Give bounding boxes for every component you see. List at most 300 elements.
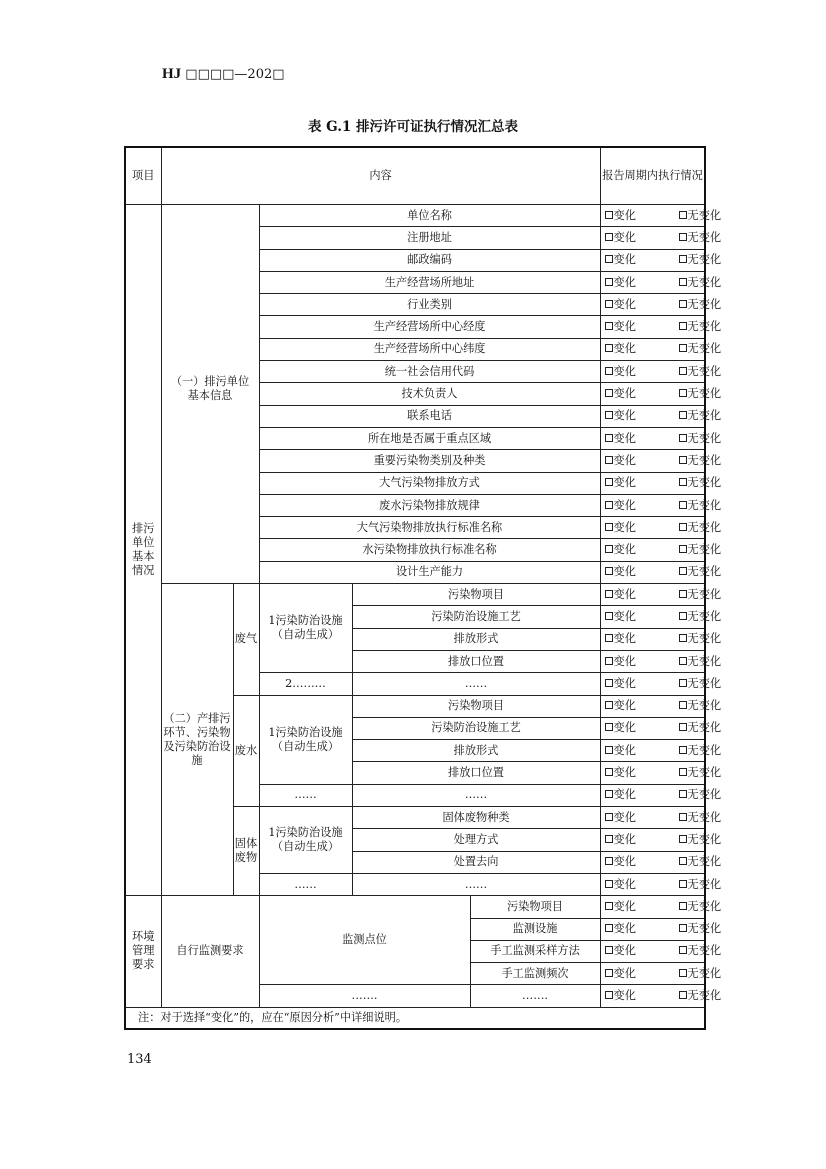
execution-options <box>600 383 722 405</box>
option-unchanged[interactable] <box>679 855 722 868</box>
checkbox-icon[interactable] <box>605 902 613 910</box>
field-name: 单位名称 <box>259 205 600 227</box>
option-changed[interactable] <box>605 699 679 713</box>
checkbox-icon[interactable] <box>679 545 687 553</box>
checkbox-icon[interactable] <box>605 768 613 776</box>
field-name: 手工监测采样方法 <box>470 940 600 962</box>
field-name: 固体废物种类 <box>352 807 600 829</box>
field-name: 污染物项目 <box>352 695 600 717</box>
option-unchanged-label: 无变化 <box>687 944 722 958</box>
table-row <box>125 147 705 205</box>
execution-options <box>600 584 722 606</box>
option-unchanged[interactable] <box>679 543 722 556</box>
option-changed[interactable] <box>605 721 679 735</box>
more-facilities-gas: 2……… <box>259 673 352 695</box>
field-name: 生产经营场所地址 <box>259 271 600 293</box>
field-name: 处理方式 <box>352 829 600 851</box>
option-unchanged[interactable] <box>679 253 722 266</box>
checkbox-icon[interactable] <box>679 835 687 843</box>
checkbox-icon[interactable] <box>605 322 613 330</box>
option-changed-label: 变化 <box>613 297 636 311</box>
checkbox-icon[interactable] <box>605 434 613 442</box>
option-unchanged-label: 无变化 <box>687 632 722 646</box>
checkbox-icon[interactable] <box>679 946 687 954</box>
field-name: 技术负责人 <box>259 383 600 405</box>
checkbox-icon[interactable] <box>605 813 613 821</box>
more-facilities-water: …… <box>259 784 352 806</box>
execution-options <box>600 695 722 717</box>
option-changed-label: 变化 <box>613 788 636 802</box>
option-unchanged-label: 无变化 <box>687 543 722 557</box>
checkbox-icon[interactable] <box>679 969 687 977</box>
option-changed[interactable] <box>605 543 679 557</box>
table-row <box>125 896 705 918</box>
option-changed[interactable] <box>605 298 679 312</box>
field-name: 手工监测频次 <box>470 963 600 985</box>
option-unchanged-label: 无变化 <box>687 342 722 356</box>
option-unchanged-label: 无变化 <box>687 899 722 913</box>
option-unchanged-label: 无变化 <box>687 431 722 445</box>
checkbox-icon[interactable] <box>679 367 687 375</box>
field-name: 邮政编码 <box>259 249 600 271</box>
checkbox-icon[interactable] <box>679 456 687 464</box>
checkbox-icon[interactable] <box>605 300 613 308</box>
checkbox-icon[interactable] <box>605 567 613 575</box>
option-unchanged[interactable] <box>679 298 722 311</box>
option-changed[interactable] <box>605 231 679 245</box>
checkbox-icon[interactable] <box>605 657 613 665</box>
field-name: 污染物项目 <box>470 896 600 918</box>
option-unchanged-label: 无变化 <box>687 676 722 690</box>
option-unchanged[interactable] <box>679 744 722 757</box>
section-label-env-management: 环境管理要求 <box>125 896 161 1007</box>
option-unchanged[interactable] <box>679 231 722 244</box>
option-unchanged[interactable] <box>679 811 722 824</box>
field-name: 废水污染物排放规律 <box>259 494 600 516</box>
checkbox-icon[interactable] <box>679 857 687 865</box>
field-name: 大气污染物排放执行标准名称 <box>259 517 600 539</box>
option-changed[interactable] <box>605 365 679 379</box>
checkbox-icon[interactable] <box>679 501 687 509</box>
option-changed[interactable] <box>605 788 679 802</box>
option-unchanged[interactable] <box>679 521 722 534</box>
option-changed-label: 变化 <box>613 966 636 980</box>
option-changed[interactable] <box>605 253 679 267</box>
more-monitoring-items: ……. <box>470 985 600 1007</box>
option-unchanged-label: 无变化 <box>687 609 722 623</box>
checkbox-icon[interactable] <box>605 835 613 843</box>
option-unchanged[interactable] <box>679 900 722 913</box>
checkbox-icon[interactable] <box>605 969 613 977</box>
checkbox-icon[interactable] <box>679 211 687 219</box>
option-changed[interactable] <box>605 632 679 646</box>
option-unchanged[interactable] <box>679 365 722 378</box>
page-number: 134 <box>127 1052 152 1067</box>
option-unchanged-label: 无变化 <box>687 565 722 579</box>
execution-options <box>600 851 722 873</box>
execution-options <box>600 517 722 539</box>
checkbox-icon[interactable] <box>679 991 687 999</box>
option-unchanged-label: 无变化 <box>687 453 722 467</box>
option-unchanged-label: 无变化 <box>687 476 722 490</box>
field-name: 行业类别 <box>259 294 600 316</box>
option-unchanged-label: 无变化 <box>687 320 722 334</box>
checkbox-icon[interactable] <box>679 924 687 932</box>
checkbox-icon[interactable] <box>605 344 613 352</box>
option-changed-label: 变化 <box>613 364 636 378</box>
execution-options <box>600 427 722 449</box>
option-changed[interactable] <box>605 655 679 669</box>
option-changed-label: 变化 <box>613 275 636 289</box>
option-changed[interactable] <box>605 342 679 356</box>
checkbox-icon[interactable] <box>679 723 687 731</box>
execution-options <box>600 985 722 1007</box>
checkbox-icon[interactable] <box>605 389 613 397</box>
option-changed[interactable] <box>605 209 679 223</box>
checkbox-icon[interactable] <box>679 679 687 687</box>
option-changed[interactable] <box>605 989 679 1003</box>
option-changed[interactable] <box>605 744 679 758</box>
column-header-item: 项目 <box>125 147 161 205</box>
option-unchanged[interactable] <box>679 409 722 422</box>
checkbox-icon[interactable] <box>679 434 687 442</box>
checkbox-icon[interactable] <box>679 478 687 486</box>
option-changed-label: 变化 <box>613 676 636 690</box>
option-changed-label: 变化 <box>613 498 636 512</box>
field-name: 重要污染物类别及种类 <box>259 450 600 472</box>
checkbox-icon[interactable] <box>679 634 687 642</box>
execution-options <box>600 450 722 472</box>
option-changed[interactable] <box>605 320 679 334</box>
checkbox-icon[interactable] <box>605 211 613 219</box>
option-unchanged-label: 无变化 <box>687 699 722 713</box>
option-unchanged-label: 无变化 <box>687 498 722 512</box>
checkbox-icon[interactable] <box>605 456 613 464</box>
option-unchanged-label: 无变化 <box>687 810 722 824</box>
checkbox-icon[interactable] <box>605 545 613 553</box>
facility-label-gas: 1污染防治设施（自动生成） <box>259 584 352 673</box>
option-changed-label: 变化 <box>613 253 636 267</box>
option-unchanged-label: 无变化 <box>687 788 722 802</box>
checkbox-icon[interactable] <box>679 255 687 263</box>
option-changed-label: 变化 <box>613 431 636 445</box>
checkbox-icon[interactable] <box>679 590 687 598</box>
option-unchanged[interactable] <box>679 387 722 400</box>
option-unchanged[interactable] <box>679 432 722 445</box>
more-monitoring-points: ……. <box>259 985 470 1007</box>
option-unchanged[interactable] <box>679 989 722 1002</box>
execution-options <box>600 316 722 338</box>
option-unchanged-label: 无变化 <box>687 855 722 869</box>
field-name: 排放形式 <box>352 628 600 650</box>
checkbox-icon[interactable] <box>605 679 613 687</box>
option-changed-label: 变化 <box>613 699 636 713</box>
option-changed-label: 变化 <box>613 766 636 780</box>
option-changed-label: 变化 <box>613 721 636 735</box>
option-changed-label: 变化 <box>613 877 636 891</box>
checkbox-icon[interactable] <box>605 946 613 954</box>
option-changed[interactable] <box>605 432 679 446</box>
option-changed[interactable] <box>605 499 679 513</box>
option-unchanged-label: 无变化 <box>687 966 722 980</box>
option-changed-label: 变化 <box>613 520 636 534</box>
option-changed[interactable] <box>605 276 679 290</box>
more-items-gas: …… <box>352 673 600 695</box>
option-changed-label: 变化 <box>613 409 636 423</box>
execution-options <box>600 807 722 829</box>
option-changed[interactable] <box>605 454 679 468</box>
checkbox-icon[interactable] <box>605 612 613 620</box>
execution-options <box>600 762 722 784</box>
option-changed-label: 变化 <box>613 922 636 936</box>
option-changed[interactable] <box>605 610 679 624</box>
option-changed[interactable] <box>605 900 679 914</box>
execution-options <box>600 249 722 271</box>
option-changed[interactable] <box>605 944 679 958</box>
option-unchanged-label: 无变化 <box>687 364 722 378</box>
table-row <box>125 205 705 227</box>
option-changed-label: 变化 <box>613 320 636 334</box>
checkbox-icon[interactable] <box>605 880 613 888</box>
execution-options <box>600 294 722 316</box>
category-label-solid: 固体废物 <box>233 807 259 896</box>
option-unchanged[interactable] <box>679 342 722 355</box>
option-unchanged[interactable] <box>679 833 722 846</box>
option-unchanged-label: 无变化 <box>687 409 722 423</box>
checkbox-icon[interactable] <box>605 924 613 932</box>
option-changed-label: 变化 <box>613 208 636 222</box>
option-changed-label: 变化 <box>613 609 636 623</box>
execution-options <box>600 784 722 806</box>
table-note: 注：对于选择“变化”的，应在“原因分析”中详细说明。 <box>125 1007 705 1029</box>
execution-options <box>600 227 722 249</box>
execution-options <box>600 606 722 628</box>
option-unchanged[interactable] <box>679 655 722 668</box>
option-unchanged-label: 无变化 <box>687 721 722 735</box>
option-changed[interactable] <box>605 677 679 691</box>
checkbox-icon[interactable] <box>605 790 613 798</box>
checkbox-icon[interactable] <box>605 723 613 731</box>
option-changed-label: 变化 <box>613 387 636 401</box>
execution-options <box>600 405 722 427</box>
execution-options <box>600 472 722 494</box>
option-changed-label: 变化 <box>613 587 636 601</box>
field-name: 大气污染物排放方式 <box>259 472 600 494</box>
option-changed[interactable] <box>605 521 679 535</box>
option-unchanged-label: 无变化 <box>687 587 722 601</box>
more-items-solid: …… <box>352 873 600 895</box>
column-header-execution: 报告周期内执行情况 <box>600 147 705 205</box>
checkbox-icon[interactable] <box>605 991 613 999</box>
execution-options <box>600 963 722 985</box>
field-name: 联系电话 <box>259 405 600 427</box>
option-unchanged[interactable] <box>679 320 722 333</box>
checkbox-icon[interactable] <box>605 746 613 754</box>
execution-options <box>600 918 722 940</box>
option-changed[interactable] <box>605 833 679 847</box>
option-unchanged[interactable] <box>679 610 722 623</box>
checkbox-icon[interactable] <box>679 657 687 665</box>
checkbox-icon[interactable] <box>605 278 613 286</box>
checkbox-icon[interactable] <box>679 880 687 888</box>
checkbox-icon[interactable] <box>679 411 687 419</box>
execution-options <box>600 561 722 583</box>
option-changed[interactable] <box>605 878 679 892</box>
option-changed-label: 变化 <box>613 565 636 579</box>
checkbox-icon[interactable] <box>679 701 687 709</box>
checkbox-icon[interactable] <box>679 612 687 620</box>
checkbox-icon[interactable] <box>679 278 687 286</box>
field-name: 统一社会信用代码 <box>259 361 600 383</box>
field-name: 生产经营场所中心经度 <box>259 316 600 338</box>
checkbox-icon[interactable] <box>679 233 687 241</box>
option-unchanged[interactable] <box>679 454 722 467</box>
option-unchanged[interactable] <box>679 721 722 734</box>
option-changed[interactable] <box>605 588 679 602</box>
option-changed-label: 变化 <box>613 899 636 913</box>
option-unchanged[interactable] <box>679 677 722 690</box>
option-changed-label: 变化 <box>613 230 636 244</box>
facility-label-water: 1污染防治设施（自动生成） <box>259 695 352 784</box>
checkbox-icon[interactable] <box>679 902 687 910</box>
option-changed[interactable] <box>605 922 679 936</box>
permit-execution-summary-table <box>124 146 722 1030</box>
checkbox-icon[interactable] <box>679 300 687 308</box>
field-name: 生产经营场所中心纬度 <box>259 338 600 360</box>
option-unchanged-label: 无变化 <box>687 989 722 1003</box>
option-changed-label: 变化 <box>613 944 636 958</box>
section-label-basic-info: 排污单位基本情况 <box>125 205 161 896</box>
checkbox-icon[interactable] <box>679 768 687 776</box>
option-changed[interactable] <box>605 387 679 401</box>
option-unchanged[interactable] <box>679 588 722 601</box>
option-unchanged[interactable] <box>679 967 722 980</box>
option-changed[interactable] <box>605 476 679 490</box>
field-name: 排放口位置 <box>352 762 600 784</box>
checkbox-icon[interactable] <box>679 790 687 798</box>
option-unchanged-label: 无变化 <box>687 297 722 311</box>
checkbox-icon[interactable] <box>605 590 613 598</box>
execution-options <box>600 873 722 895</box>
option-unchanged[interactable] <box>679 276 722 289</box>
option-unchanged-label: 无变化 <box>687 520 722 534</box>
option-unchanged[interactable] <box>679 565 722 578</box>
checkbox-icon[interactable] <box>605 255 613 263</box>
option-unchanged[interactable] <box>679 766 722 779</box>
checkbox-icon[interactable] <box>605 478 613 486</box>
checkbox-icon[interactable] <box>605 701 613 709</box>
option-changed[interactable] <box>605 811 679 825</box>
checkbox-icon[interactable] <box>605 501 613 509</box>
checkbox-icon[interactable] <box>605 857 613 865</box>
option-changed-label: 变化 <box>613 810 636 824</box>
category-label-water: 废水 <box>233 695 259 806</box>
option-changed[interactable] <box>605 766 679 780</box>
field-name: 设计生产能力 <box>259 561 600 583</box>
option-unchanged-label: 无变化 <box>687 275 722 289</box>
option-unchanged[interactable] <box>679 209 722 222</box>
facility-label-solid: 1污染防治设施（自动生成） <box>259 807 352 874</box>
option-unchanged[interactable] <box>679 699 722 712</box>
group-label-unit-info: （一）排污单位基本信息 <box>161 205 259 584</box>
checkbox-icon[interactable] <box>679 389 687 397</box>
field-name: 排放口位置 <box>352 650 600 672</box>
checkbox-icon[interactable] <box>679 567 687 575</box>
table-title: 表 G.1 排污许可证执行情况汇总表 <box>307 119 519 135</box>
execution-options <box>600 717 722 739</box>
field-name: 监测设施 <box>470 918 600 940</box>
checkbox-icon[interactable] <box>605 523 613 531</box>
option-changed-label: 变化 <box>613 632 636 646</box>
category-label-gas: 废气 <box>233 584 259 695</box>
execution-options <box>600 205 722 227</box>
option-changed[interactable] <box>605 967 679 981</box>
checkbox-icon[interactable] <box>679 813 687 821</box>
option-changed[interactable] <box>605 565 679 579</box>
field-name: 处置去向 <box>352 851 600 873</box>
execution-options <box>600 628 722 650</box>
checkbox-icon[interactable] <box>679 344 687 352</box>
execution-options <box>600 673 722 695</box>
execution-options <box>600 650 722 672</box>
option-changed-label: 变化 <box>613 543 636 557</box>
option-changed-label: 变化 <box>613 453 636 467</box>
standard-number: □□□□—202□ <box>181 67 285 82</box>
field-name: 水污染物排放执行标准名称 <box>259 539 600 561</box>
execution-options <box>600 829 722 851</box>
option-changed[interactable] <box>605 409 679 423</box>
checkbox-icon[interactable] <box>605 634 613 642</box>
standard-prefix: HJ <box>162 66 182 82</box>
column-header-content: 内容 <box>161 147 600 205</box>
checkbox-icon[interactable] <box>605 233 613 241</box>
table-row <box>125 1007 705 1029</box>
group-label-self-monitoring: 自行监测要求 <box>161 896 259 1007</box>
execution-options <box>600 271 722 293</box>
checkbox-icon[interactable] <box>679 322 687 330</box>
more-items-water: …… <box>352 784 600 806</box>
option-changed-label: 变化 <box>613 476 636 490</box>
option-unchanged[interactable] <box>679 944 722 957</box>
option-changed-label: 变化 <box>613 855 636 869</box>
option-unchanged-label: 无变化 <box>687 253 722 267</box>
option-unchanged[interactable] <box>679 878 722 891</box>
option-unchanged[interactable] <box>679 476 722 489</box>
option-unchanged-label: 无变化 <box>687 922 722 936</box>
execution-options <box>600 896 722 918</box>
checkbox-icon[interactable] <box>679 523 687 531</box>
field-name: 污染物项目 <box>352 584 600 606</box>
checkbox-icon[interactable] <box>605 411 613 419</box>
option-changed[interactable] <box>605 855 679 869</box>
checkbox-icon[interactable] <box>679 746 687 754</box>
monitoring-point-label: 监测点位 <box>259 896 470 985</box>
execution-options <box>600 361 722 383</box>
more-facilities-solid: …… <box>259 873 352 895</box>
option-changed-label: 变化 <box>613 989 636 1003</box>
option-changed-label: 变化 <box>613 832 636 846</box>
option-unchanged[interactable] <box>679 632 722 645</box>
option-unchanged[interactable] <box>679 499 722 512</box>
option-unchanged[interactable] <box>679 788 722 801</box>
checkbox-icon[interactable] <box>605 367 613 375</box>
execution-options <box>600 740 722 762</box>
option-changed-label: 变化 <box>613 743 636 757</box>
option-unchanged-label: 无变化 <box>687 743 722 757</box>
option-unchanged-label: 无变化 <box>687 877 722 891</box>
group-label-pollution-facilities: （二）产排污环节、污染物及污染防治设施 <box>161 584 233 896</box>
option-unchanged[interactable] <box>679 922 722 935</box>
